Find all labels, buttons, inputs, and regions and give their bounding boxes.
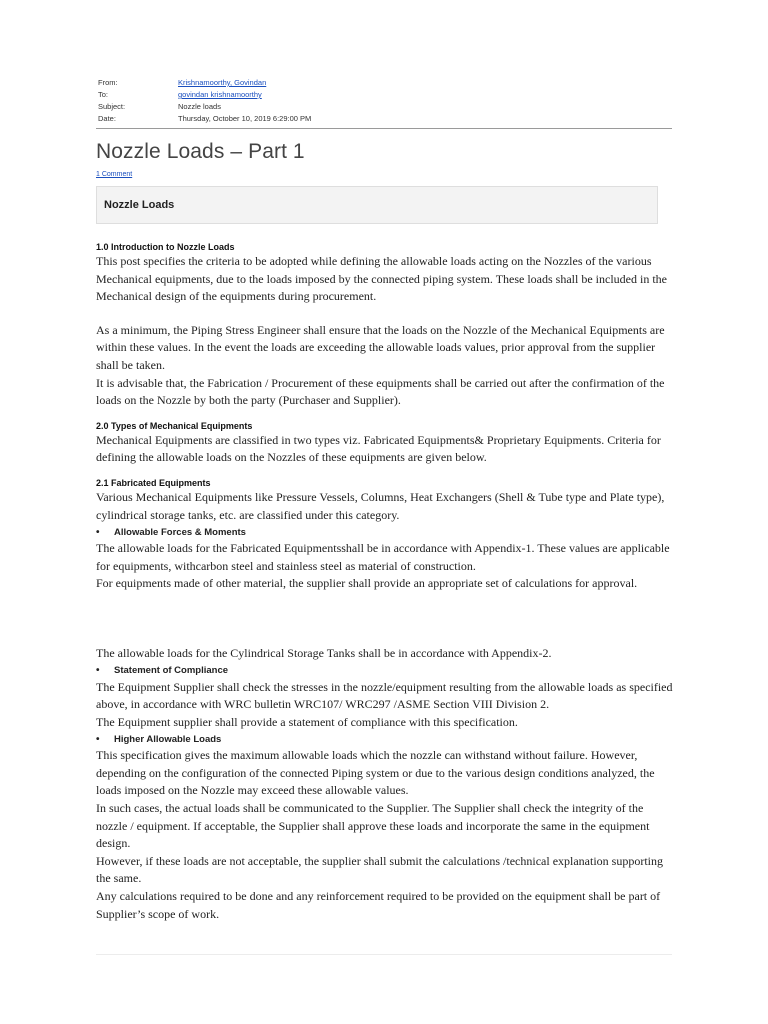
section-heading-fabricated: 2.1 Fabricated Equipments: [96, 477, 211, 488]
date-value: Thursday, October 10, 2019 6:29:00 PM: [178, 114, 312, 123]
subject-value: Nozzle loads: [178, 102, 221, 111]
fabricated-paragraph: Various Mechanical Equipments like Pressure Vessels, Columns, Heat Exchangers (Shell & Tube type and Plate type), cylindrical storage tanks, etc. are classified under this category.: [96, 489, 665, 522]
footer-divider: [96, 954, 672, 955]
higher-loads-paragraph-3: However, if these loads are not acceptable, the supplier shall submit the calculations /technical explanation supporting the same.: [96, 853, 664, 886]
section-heading-intro: 1.0 Introduction to Nozzle Loads: [96, 242, 235, 252]
bullet-label: Allowable Forces & Moments: [114, 526, 246, 538]
compliance-paragraph-1: The Equipment Supplier shall check the stresses in the nozzle/equipment resulting from the allowable loads as specified above, in accordance with WRC bulletin WRC107/ WRC297 /ASME Section VIII Division 2.: [96, 679, 673, 712]
bullet-statement-compliance: [96, 663, 676, 679]
bullet-dot: •: [96, 526, 100, 538]
intro-paragraph-1: This post specifies the criteria to be adopted while defining the allowable loads acting on the Nozzles of the various Mechanical equipments, due to the loads imposed by the connected piping system. These loads shall be included in the Mechanical design of the equipments during procurement.: [96, 254, 667, 304]
to-link[interactable]: govindan krishnamoorthy: [178, 90, 262, 99]
compliance-paragraph-2: The Equipment supplier shall provide a statement of compliance with this specification.: [96, 714, 518, 729]
intro-paragraph-2: As a minimum, the Piping Stress Engineer shall ensure that the loads on the Nozzle of the Mechanical Equipments are within these values. In the event the loads are exceeding the allowable loads values, prior approval from the supplier shall be taken.: [96, 322, 665, 372]
section-title: Nozzle Loads: [104, 199, 175, 211]
storage-tanks-paragraph: The allowable loads for the Cylindrical Storage Tanks shall be in accordance with Appendix-2.: [96, 645, 552, 660]
bullet-higher-allowable: [96, 731, 676, 747]
from-label: From:: [98, 78, 118, 87]
allowable-forces-paragraph-2: For equipments made of other material, the supplier shall provide an appropriate set of calculations for approval.: [96, 576, 638, 591]
email-to-row: [98, 89, 311, 101]
comment-link[interactable]: 1 Comment: [96, 171, 133, 178]
intro-paragraph-3: It is advisable that, the Fabrication / Procurement of these equipments shall be carried out after the confirmation of the loads on the Nozzle by both the party (Purchaser and Supplier).: [96, 375, 665, 408]
page-title: Nozzle Loads – Part 1: [96, 140, 305, 163]
higher-loads-paragraph-1: This specification gives the maximum allowable loads which the nozzle can withstand without failure. However, depending on the configuration of the connected Piping system or due to the various design conditions analyzed, the loads imposed on the Nozzle may exceed these allowable values.: [96, 748, 655, 798]
bullet-label: Statement of Compliance: [114, 665, 229, 676]
article-body: [96, 241, 676, 923]
types-paragraph: Mechanical Equipments are classified in two types viz. Fabricated Equipments& Proprietary Equipments. Criteria for defining the allowable loads on the Nozzles of these equipments are given below.: [96, 432, 661, 465]
subject-label: Subject:: [98, 102, 126, 111]
higher-loads-paragraph-4: Any calculations required to be done and any reinforcement required to be provided on the equipment shall be part of Supplier’s scope of work.: [96, 889, 661, 921]
email-from-row: [98, 77, 311, 89]
date-label: Date:: [98, 114, 116, 123]
bullet-dot: •: [96, 733, 100, 745]
to-label: To:: [98, 90, 109, 99]
allowable-forces-paragraph-1: The allowable loads for the Fabricated Equipmentsshall be in accordance with Appendix-1. These values are applicable for equipments, withcarbon steel and stainless steel as material of construction.: [96, 541, 670, 573]
from-link[interactable]: Krishnamoorthy, Govindan: [178, 78, 267, 87]
bullet-label: Higher Allowable Loads: [114, 733, 222, 745]
bullet-allowable-forces: [96, 524, 676, 540]
email-header: [98, 77, 311, 125]
section-title-box: [96, 186, 658, 224]
bullet-dot: •: [96, 665, 100, 676]
section-heading-types: 2.0 Types of Mechanical Equipments: [96, 420, 253, 431]
email-date-row: [98, 113, 311, 125]
email-subject-row: [98, 101, 311, 113]
header-divider: [96, 128, 672, 129]
higher-loads-paragraph-2: In such cases, the actual loads shall be communicated to the Supplier. The Supplier shall check the integrity of the nozzle / equipment. If acceptable, the Supplier shall approve these loads and incorporate the same in the equipment design.: [96, 801, 650, 851]
